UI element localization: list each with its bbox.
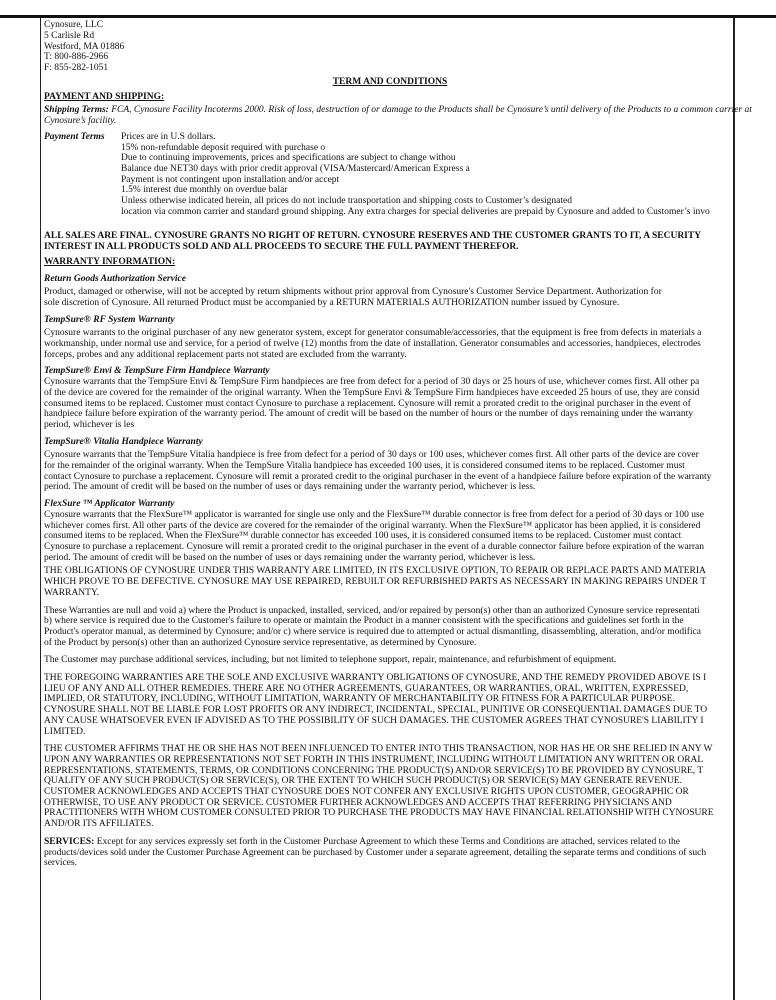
payment-terms-label: Payment Terms — [44, 131, 105, 142]
foregoing-line: LIMITED. — [44, 726, 86, 737]
affirms-line: UPON ANY WARRANTIES OR REPRESENTATIONS NOT SET FORTH IN THIS INSTRUMENT, INCLUDING WITHOUT LIMITATION ANY WRITTEN OR ORAL — [44, 754, 704, 765]
obligations-paragraph — [44, 566, 776, 598]
shipping-terms — [44, 105, 764, 126]
affirms-line: AND/OR ITS AFFILIATES. — [44, 819, 154, 830]
section-line: forceps, probes and any additional replacement parts not stated are excluded from the warranty. — [44, 349, 407, 360]
void-line: These Warranties are null and void a) where the Product is unpacked, installed, serviced, and/or repaired by person(s) other than an authorized Cynosure service representati — [44, 605, 700, 616]
payment-terms-line: Balance due NET30 days with prior credit approval (VISA/Mastercard/American Express a — [121, 163, 470, 174]
envi-firm-warranty-section — [44, 366, 776, 430]
void-line: b) where service is required due to the Customer's failure to operate or maintain the Product in a manner consistent with the specifications and guidelines set forth in the — [44, 616, 684, 627]
payment-heading: PAYMENT AND SHIPPING: — [44, 91, 165, 102]
foregoing-line: ANY CAUSE WHATSOEVER EVEN IF ADVISED AS TO THE POSSIBILITY OF SUCH DAMAGES. THE CUSTOMER AGREES THAT CYNOSURE'S LIABILITY I — [44, 715, 704, 726]
affirms-line: PRACTITIONERS WITH WHOM CUSTOMER CONSULTED PRIOR TO PURCHASE THE PRODUCTS MAY HAVE FINANCIAL RELATIONSHIP WITH CYNOSURE — [44, 808, 714, 819]
section-line: Cynosure warrants that the TempSure Vitalia handpiece is free from defect for a period of 30 days or 100 uses, whichever comes first. All other parts of the device are cover — [44, 450, 699, 461]
top-rule — [0, 15, 776, 18]
company-address — [44, 20, 776, 74]
vitalia-warranty-section — [44, 437, 776, 494]
section-line: Cynosure to purchase a replacement. Cynosure will remit a prorated credit to the original purchaser in the event of a durable connector failure before expiration of the warran — [44, 542, 704, 552]
section-line: Cynosure warrants that the FlexSure™ applicator is warranted for single use only and the FlexSure™ durable connector is free from defect for a period of 30 days or 100 use — [44, 509, 704, 520]
payment-terms-line: 1.5% interest due monthly on overdue balar — [121, 185, 288, 196]
services-line: services. — [44, 858, 77, 869]
final-sales-line: INTEREST IN ALL PRODUCTS SOLD AND ALL PROCEEDS TO SECURE THE FULL PAYMENT THEREFOR. — [44, 242, 519, 253]
shipping-terms-text: FCA, Cynosure Facility Incoterms 2000. Risk of loss, destruction of or damage to the Products shall be Cynosure’s until delivery of the Products to a common carrier at Cynosure’s facility. — [44, 105, 752, 127]
final-sales-notice — [44, 231, 776, 252]
payment-terms — [44, 132, 776, 218]
section-line: consumed items to be replaced. When the FlexSure™ durable connector has exceeded 100 uses, it is considered consumed items to be replaced. Customer must contact — [44, 531, 682, 542]
payment-terms-line: 15% non-refundable deposit required with purchase o — [121, 142, 326, 153]
affirms-line: QUALITY OF ANY SUCH PRODUCT(S) OR SERVICE(S), OR THE EXTENT TO WHICH SUCH PRODUCT(S) OR SERVICE(S) MAY GENERATE REVENUE. — [44, 776, 682, 787]
address-street: 5 Carlisle Rd — [44, 30, 95, 41]
section-line: for the remainder of the original warranty. When the TempSure Vitalia handpiece has exceeded 100 uses, it is considered consumed items to be replaced. Customer must — [44, 461, 685, 472]
section-line: sole discretion of Cynosure. All returned Product must be accompanied by a RETURN MATERIALS AUTHORIZATION number issued by Cynosure. — [44, 297, 620, 308]
return-goods-section — [44, 274, 776, 309]
warranty-heading: WARRANTY INFORMATION: — [44, 256, 176, 267]
payment-terms-line: Due to continuing improvements, prices and specifications are subject to change withou — [121, 153, 456, 164]
affirms-line: CUSTOMER ACKNOWLEDGES AND ACCEPTS THAT CYNOSURE DOES NOT CONFER ANY EXCLUSIVE RIGHTS UPON CUSTOMER, GEOGRAPHIC OR — [44, 787, 689, 798]
section-heading: TempSure® Vitalia Handpiece Warranty — [44, 436, 203, 447]
services-line — [44, 837, 776, 848]
section-line: Cynosure warrants that the TempSure Envi & TempSure Firm handpieces are free from defect for a period of 30 days or 25 hours of use, whichever comes first. All other pa — [44, 377, 700, 388]
payment-terms-line: Payment is not contingent upon installation and/or accept — [121, 174, 340, 185]
foregoing-line: IMPLIED, OR STATUTORY, INCLUDING, WITHOUT LIMITATION, WARRANTY OF MERCHANTABILITY OR FITNESS FOR A PARTICULAR PURPOSE. — [44, 694, 675, 705]
services-paragraph — [44, 837, 776, 869]
affirms-line: OTHERWISE, TO USE ANY PRODUCT OR SERVICE. CUSTOMER FURTHER ACKNOWLEDGES AND ACCEPTS THAT REFERRING PHYSICIANS AND — [44, 797, 672, 808]
foregoing-line: LIEU OF ANY AND ALL OTHER REMEDIES. THERE ARE NO OTHER AGREEMENTS, GUARANTEES, OR WARRANTIES, ORAL, WRITTEN, EXPRESSED, — [44, 683, 689, 694]
services-text: Except for any services expressly set forth in the Customer Purchase Agreement to which these Terms and Conditions are attached, services related to the — [94, 836, 680, 847]
services-line: products/devices sold under the Customer Purchase Agreement can be purchased by Customer under a separate agreement, detailing the separate terms and conditions of such — [44, 847, 707, 858]
section-line: period, whichever is les — [44, 419, 135, 430]
document-title: TERM AND CONDITIONS — [332, 76, 448, 87]
void-conditions-paragraph — [44, 606, 776, 649]
additional-services-text: The Customer may purchase additional services, including, but not limited to telephone support, repair, maintenance, and refurbishment of equipment. — [44, 655, 617, 666]
foregoing-warranties-paragraph — [44, 673, 776, 737]
affirms-line: THE CUSTOMER AFFIRMS THAT HE OR SHE HAS NOT BEEN INFLUENCED TO ENTER INTO THIS TRANSACTION, NOR HAS HE OR SHE RELIED IN ANY W — [44, 744, 713, 755]
address-fax: F: 855-282-1051 — [44, 63, 109, 74]
left-margin-line — [40, 18, 41, 1000]
section-heading: TempSure® RF System Warranty — [44, 314, 175, 325]
shipping-terms-label: Shipping Terms: — [44, 105, 109, 116]
obligations-line: WHICH PROVE TO BE DEFECTIVE. CYNOSURE MAY USE REPAIRED, REBUILT OR REFURBISHED PARTS AS NECESSARY IN MAKING REPAIRS UNDER T — [44, 577, 707, 588]
customer-affirms-paragraph — [44, 744, 776, 830]
payment-terms-line: location via common carrier and standard ground shipping. Any extra charges for special deliveries are prepaid by Cynosure and added to Customer’s invo — [121, 206, 710, 217]
section-line: Product, damaged or otherwise, will not be accepted by return shipments without prior approval from Cynosure's Customer Service Department. Authorization for — [44, 287, 662, 298]
services-label: SERVICES: — [44, 836, 95, 847]
rf-system-warranty-section — [44, 315, 776, 361]
section-line: contact Cynosure to purchase a replacement. Cynosure will remit a prorated credit to the original purchaser in the event of a handpiece failure before expiration of the warranty — [44, 471, 712, 482]
final-sales-line: ALL SALES ARE FINAL. CYNOSURE GRANTS NO RIGHT OF RETURN. CYNOSURE RESERVES AND THE CUSTOMER GRANTS TO IT, A SECURITY — [44, 231, 702, 242]
void-line: Product's operator manual, as determined by Cynosure; and/or c) where service is required due to attempted or actual dismantling, disassembling, alteration, and/or modifica — [44, 626, 702, 637]
terms-document — [44, 20, 776, 1000]
section-line: workmanship, under normal use and service, for a period of twelve (12) months from the date of installation. Generator consumables and accessories, handpieces, electrodes — [44, 339, 701, 350]
section-heading: FlexSure ™ Applicator Warranty — [44, 499, 175, 510]
section-line: consumed items to be replaced. Customer must contact Cynosure to purchase a replacement. Cynosure will remit a prorated credit to the original purchaser in the event of — [44, 398, 691, 409]
obligations-line: WARRANTY. — [44, 587, 99, 598]
section-line: period. The amount of credit will be based on the number of uses or days remaining under the warranty period, whichever is less. — [44, 552, 536, 563]
address-city: Westford, MA 01886 — [44, 41, 125, 52]
obligations-line: THE OBLIGATIONS OF CYNOSURE UNDER THIS WARRANTY ARE LIMITED, IN ITS EXCLUSIVE OPTION, TO REPAIR OR REPLACE PARTS AND MATERIA — [44, 566, 706, 577]
payment-terms-line: Unless otherwise indicated herein, all prices do not include transportation and shipping costs to Customer’s designated — [121, 196, 572, 207]
section-heading: TempSure® Envi & TempSure Firm Handpiece Warranty — [44, 366, 270, 377]
section-heading: Return Goods Authorization Service — [44, 273, 186, 284]
void-line: of the Product by person(s) other than an authorized Cynosure service representative, as determined by Cynosure. — [44, 637, 477, 648]
section-line: Cynosure warrants to the original purchaser of any new generator system, except for generator consumable/accessories, that the equipment is free from defects in materials a — [44, 328, 702, 339]
section-line: whichever comes first. All other parts of the device are covered for the remainder of the original warranty. When the FlexSure™ applicator has been applied, it is considered — [44, 520, 701, 531]
flexsure-warranty-section — [44, 499, 776, 563]
foregoing-line: THE FOREGOING WARRANTIES ARE THE SOLE AND EXCLUSIVE WARRANTY OBLIGATIONS OF CYNOSURE, AND THE REMEDY PROVIDED ABOVE IS I — [44, 673, 707, 684]
payment-terms-line: Prices are in U.S dollars. — [121, 131, 216, 142]
affirms-line: REPRESENTATIONS, STATEMENTS, TERMS, OR CONDITIONS CONCERNING THE PRODUCT(S) AND/OR SERVICE(S) TO BE PROVIDED BY CYNOSURE, T — [44, 765, 704, 776]
address-phone: T: 800-886-2966 — [44, 52, 109, 63]
foregoing-line: CYNOSURE SHALL NOT BE LIABLE FOR LOST PROFITS OR ANY INDIRECT, INCIDENTAL, SPECIAL, PUNITIVE OR CONSEQUENTIAL DAMAGES DUE TO — [44, 705, 708, 716]
section-line: period. The amount of credit will be based on the number of uses or days remaining under the warranty period, whichever is less. — [44, 482, 536, 493]
section-line: of the device are covered for the remainder of the original warranty. When the TempSure Envi & TempSure Firm handpieces have exceeded 25 hours of use, they are consid — [44, 387, 700, 398]
payment-terms-list — [121, 132, 710, 218]
company-name: Cynosure, LLC — [44, 20, 104, 30]
section-line: handpiece failure before expiration of the warranty period. The amount of credit will be based on the number of hours or the number of days remaining under the warranty — [44, 409, 694, 420]
